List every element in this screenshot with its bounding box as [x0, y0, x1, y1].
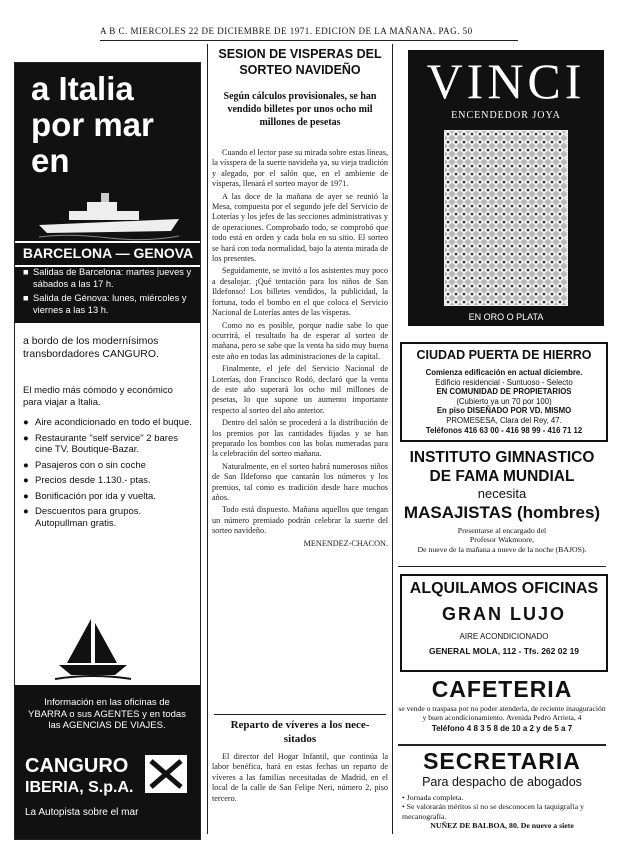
instituto-lines [398, 526, 606, 554]
instituto-title-line-1: INSTITUTO GIMNASTICO [409, 449, 595, 466]
bullet-icon: ■ [23, 293, 29, 303]
bullet-icon: ● [23, 506, 29, 517]
feature-text: Precios desde 1.130.- ptas. [35, 475, 151, 486]
feature-item [23, 475, 195, 487]
lighter-image [444, 130, 568, 306]
canguro-brand-line-1: CANGURO [25, 755, 129, 777]
feature-text: Bonificación por ida y vuelta. [35, 490, 156, 502]
article-1-subtitle: Según cálculos provisionales, se han vendido billetes por unos ocho mil millones de pesetas [223, 91, 377, 128]
secretaria-title: SECRETARIA [423, 748, 581, 774]
ciudad-line: Teléfonos 416 63 00 - 416 98 99 - 416 71 12 [425, 425, 583, 435]
departure-item [23, 267, 195, 290]
oficinas-lujo: GRAN LUJO [441, 604, 566, 624]
ciudad-lines [408, 368, 600, 435]
feature-item [23, 433, 195, 456]
bullet-icon: ● [23, 490, 29, 502]
article-1-title-line-2: SORTEO NAVIDEÑO [239, 63, 361, 77]
ciudad-title: CIUDAD PUERTA DE HIERRO [416, 348, 592, 362]
canguro-brand [25, 755, 145, 798]
feature-item [23, 506, 195, 529]
vinci-brand: VINCI [426, 53, 586, 109]
article-1-paragraph: Dentro del salón se procederá a la distribución de los premios por las cantidades fijadas y se han preparado los bombos con las bolas numeradas para la celebración del sorteo mañana. [212, 418, 388, 459]
vinci-finish: EN ORO O PLATA [444, 312, 568, 322]
bullet-icon: ● [23, 417, 29, 428]
vinci-tagline: ENCENDEDOR JOYA [451, 110, 561, 121]
article-1-paragraph: Cuando el lector pase su mirada sobre estas líneas, la vísspera de la suerte navideña ya, su vieja tradición y alegado, por el salón que, en el ambiente de vísperas, llenará el sorteo mayor de 1971. [212, 148, 388, 189]
page-header: A B C. MIERCOLES 22 DE DICIEMBRE DE 1971. EDICION DE LA MAÑANA. PAG. 50 [100, 26, 473, 36]
article-2-title-line-1: Reparto de víveres a los nece- [230, 719, 370, 731]
bullet-icon: ● [23, 475, 29, 486]
ciudad-line: PROMESESA, Clara del Rey, 47. [446, 415, 562, 425]
secretaria-ad [398, 748, 606, 838]
instituto-masajistas: MASAJISTAS (hombres) [403, 503, 601, 522]
article-1-paragraph: Finalmente, el jefe del Servicio Nacional de Loterías, don Francisco Rodó, declaró que la venta de este año superará los ocho mil millones de pesetas, lo que supone un aumento importante respecto al sorteo del año anterior. [212, 364, 388, 415]
instituto-title [398, 448, 606, 486]
route-label: BARCELONA — GENOVA [22, 245, 194, 261]
bullet-icon: ● [23, 432, 29, 444]
article-2-title [212, 718, 388, 746]
departures-list [23, 267, 195, 316]
ciudad-line: En piso DISEÑADO POR VD. MISMO [436, 406, 572, 416]
article-1-paragraph: Naturalmente, en el sorteo habrá numerosos niños de San Ildefonso que cantarán los números y los premios, tal como es tradición desde hace muchos años. [212, 461, 388, 502]
instituto-line: De nueve de la mañana a nueve de la noche (BAJOS). [417, 544, 587, 554]
feature-text: Aire acondicionado en todo el buque. [35, 417, 192, 428]
article-1-paragraph: Como no es posible, porque nadie sabe lo que ocurrirá, el resultado ha de esperar al sorteo de mañana, pero se sabe que la venta ha sido muy buena este año en todas las administraciones de la capital. [212, 320, 388, 361]
secretaria-line: NUÑEZ DE BALBOA, 80. De nueve a siete [430, 821, 574, 831]
feature-item [23, 417, 195, 429]
cafeteria-ad [398, 676, 606, 740]
article-1-paragraph: A las doce de la mañana de ayer se reunió la Mesa, compuesta por el segundo jefe del Servicio de Loterías y los jefes de las secciones administrativas y de operaciones. Comprobado todo, se comprobó que todo está en orden y cada bola en su sitio. El sorteo se hará con toda normalidad, bajo la atenta mirada de los presentes. [212, 191, 388, 264]
column-divider [207, 44, 208, 834]
ciudad-line: EN COMUNIDAD DE PROPIETARIOS [436, 387, 572, 397]
bullet-icon: ■ [23, 267, 29, 277]
secretaria-subtitle: Para despacho de abogados [422, 775, 582, 789]
canguro-ad [14, 62, 201, 840]
cafeteria-title: CAFETERIA [431, 676, 573, 702]
article-1-paragraph: Todo está dispuesto. Mañana aquellos que tengan un número premiado podrán celebrar la suerte del sorteo navideño. [212, 505, 388, 536]
article-1-title-line-1: SESION DE VISPERAS DEL [218, 47, 382, 61]
canguro-intro: a bordo de los modernísimos transbordadores CANGURO. [23, 335, 159, 360]
article-1-author: MENENDEZ-CHACON. [303, 538, 388, 548]
article-2-body: El director del Hogar Infantil, que continúa la labor benéfica, hará en estas fechas un reparto de víveres a las familias necesitadas de Madrid, en el local de la calle de San Felipe Neri, número 2, piso tercero. [212, 752, 388, 803]
oficinas-line: GENERAL MOLA, 112 - Tfs. 262 02 19 [428, 646, 580, 656]
header-rule [100, 40, 518, 41]
ad-divider [398, 566, 606, 567]
departure-text: Salidas de Barcelona: martes jueves y sábados a las 17 h. [33, 267, 192, 289]
article-1-body [212, 148, 388, 549]
feature-item [23, 460, 195, 472]
canguro-slogan: La Autopista sobre el mar [25, 807, 139, 818]
canguro-medio: El medio más cómodo y económico para viajar a Italia. [23, 385, 173, 408]
cafeteria-text: se vende o traspasa por no poder atenderla, de reciente inauguración y buen acondicionamiento. Avenida Pedro Arrieta, 4 [398, 704, 606, 723]
article-1-paragraph: Seguidamente, se invitó a los asistentes muy poco a desalojar. ¡Qué tentación para los niños de San Ildefonso! Los billetes vendidos, la publicidad, la fortuna, todo el bombo en el que coloca el Servicio Nacional de Loterías antes de las vísperas. [212, 266, 388, 318]
canguro-headline-line-1: a Italia [31, 70, 134, 107]
ciudad-ad [400, 342, 608, 442]
ferry-ship-image [29, 181, 189, 243]
vinci-ad [408, 50, 604, 326]
bullet-icon: ● [23, 459, 29, 471]
oficinas-ad [400, 574, 608, 672]
feature-text: Pasajeros con o sin coche [35, 459, 146, 471]
secretaria-line: • Se valorarán méritos si no se desconocen la taquigrafía y mecanografía. [402, 802, 584, 821]
departure-text: Salida de Génova: lunes, miércoles y viernes a las 13 h. [33, 293, 187, 315]
article-divider [214, 714, 386, 715]
canguro-brand-line-2: IBERIA, S.p.A. [25, 779, 134, 796]
article-2-title-line-2: sitados [283, 733, 317, 745]
sailboat-logo [53, 613, 133, 683]
secretaria-lines [398, 793, 606, 831]
shipping-line-logo [141, 753, 191, 795]
ad-divider [398, 744, 606, 746]
column-divider [392, 44, 393, 834]
oficinas-line: AIRE ACONDICIONADO [459, 632, 549, 641]
instituto-line: Presentarse al encargado del [457, 526, 547, 535]
instituto-necesita: necesita [477, 486, 527, 501]
instituto-ad [398, 448, 606, 558]
article-1-title [212, 46, 388, 78]
feature-text: Restaurante "self service" 2 bares cine TV. Boutique-Bazar. [35, 432, 178, 455]
instituto-line: Profesor Wakmoore, [469, 535, 535, 545]
canguro-headline-line-2: por mar en [31, 106, 154, 179]
instituto-title-line-2: DE FAMA MUNDIAL [429, 468, 575, 485]
secretaria-line: • Jornada completa. [402, 793, 464, 802]
features-list [23, 417, 195, 529]
ciudad-line: Edificio residencial - Suntuoso - Selecto [435, 377, 573, 387]
feature-text: Descuentos para grupos. Autopullman gratis. [35, 506, 142, 529]
ciudad-line: Comienza edificación en actual diciembre. [425, 368, 583, 377]
oficinas-title: ALQUILAMOS OFICINAS [409, 580, 599, 597]
feature-item [23, 491, 195, 503]
cafeteria-phone: Teléfono 4 8 3 5 8 de 10 a 2 y de 5 a 7 [431, 724, 573, 734]
departure-item [23, 293, 195, 316]
canguro-info: Información en las oficinas de YBARRA o sus AGENTES y en todas las AGENCIAS DE VIAJES. [28, 697, 186, 731]
ciudad-line: (Cubierto ya un 70 por 100) [456, 396, 552, 406]
